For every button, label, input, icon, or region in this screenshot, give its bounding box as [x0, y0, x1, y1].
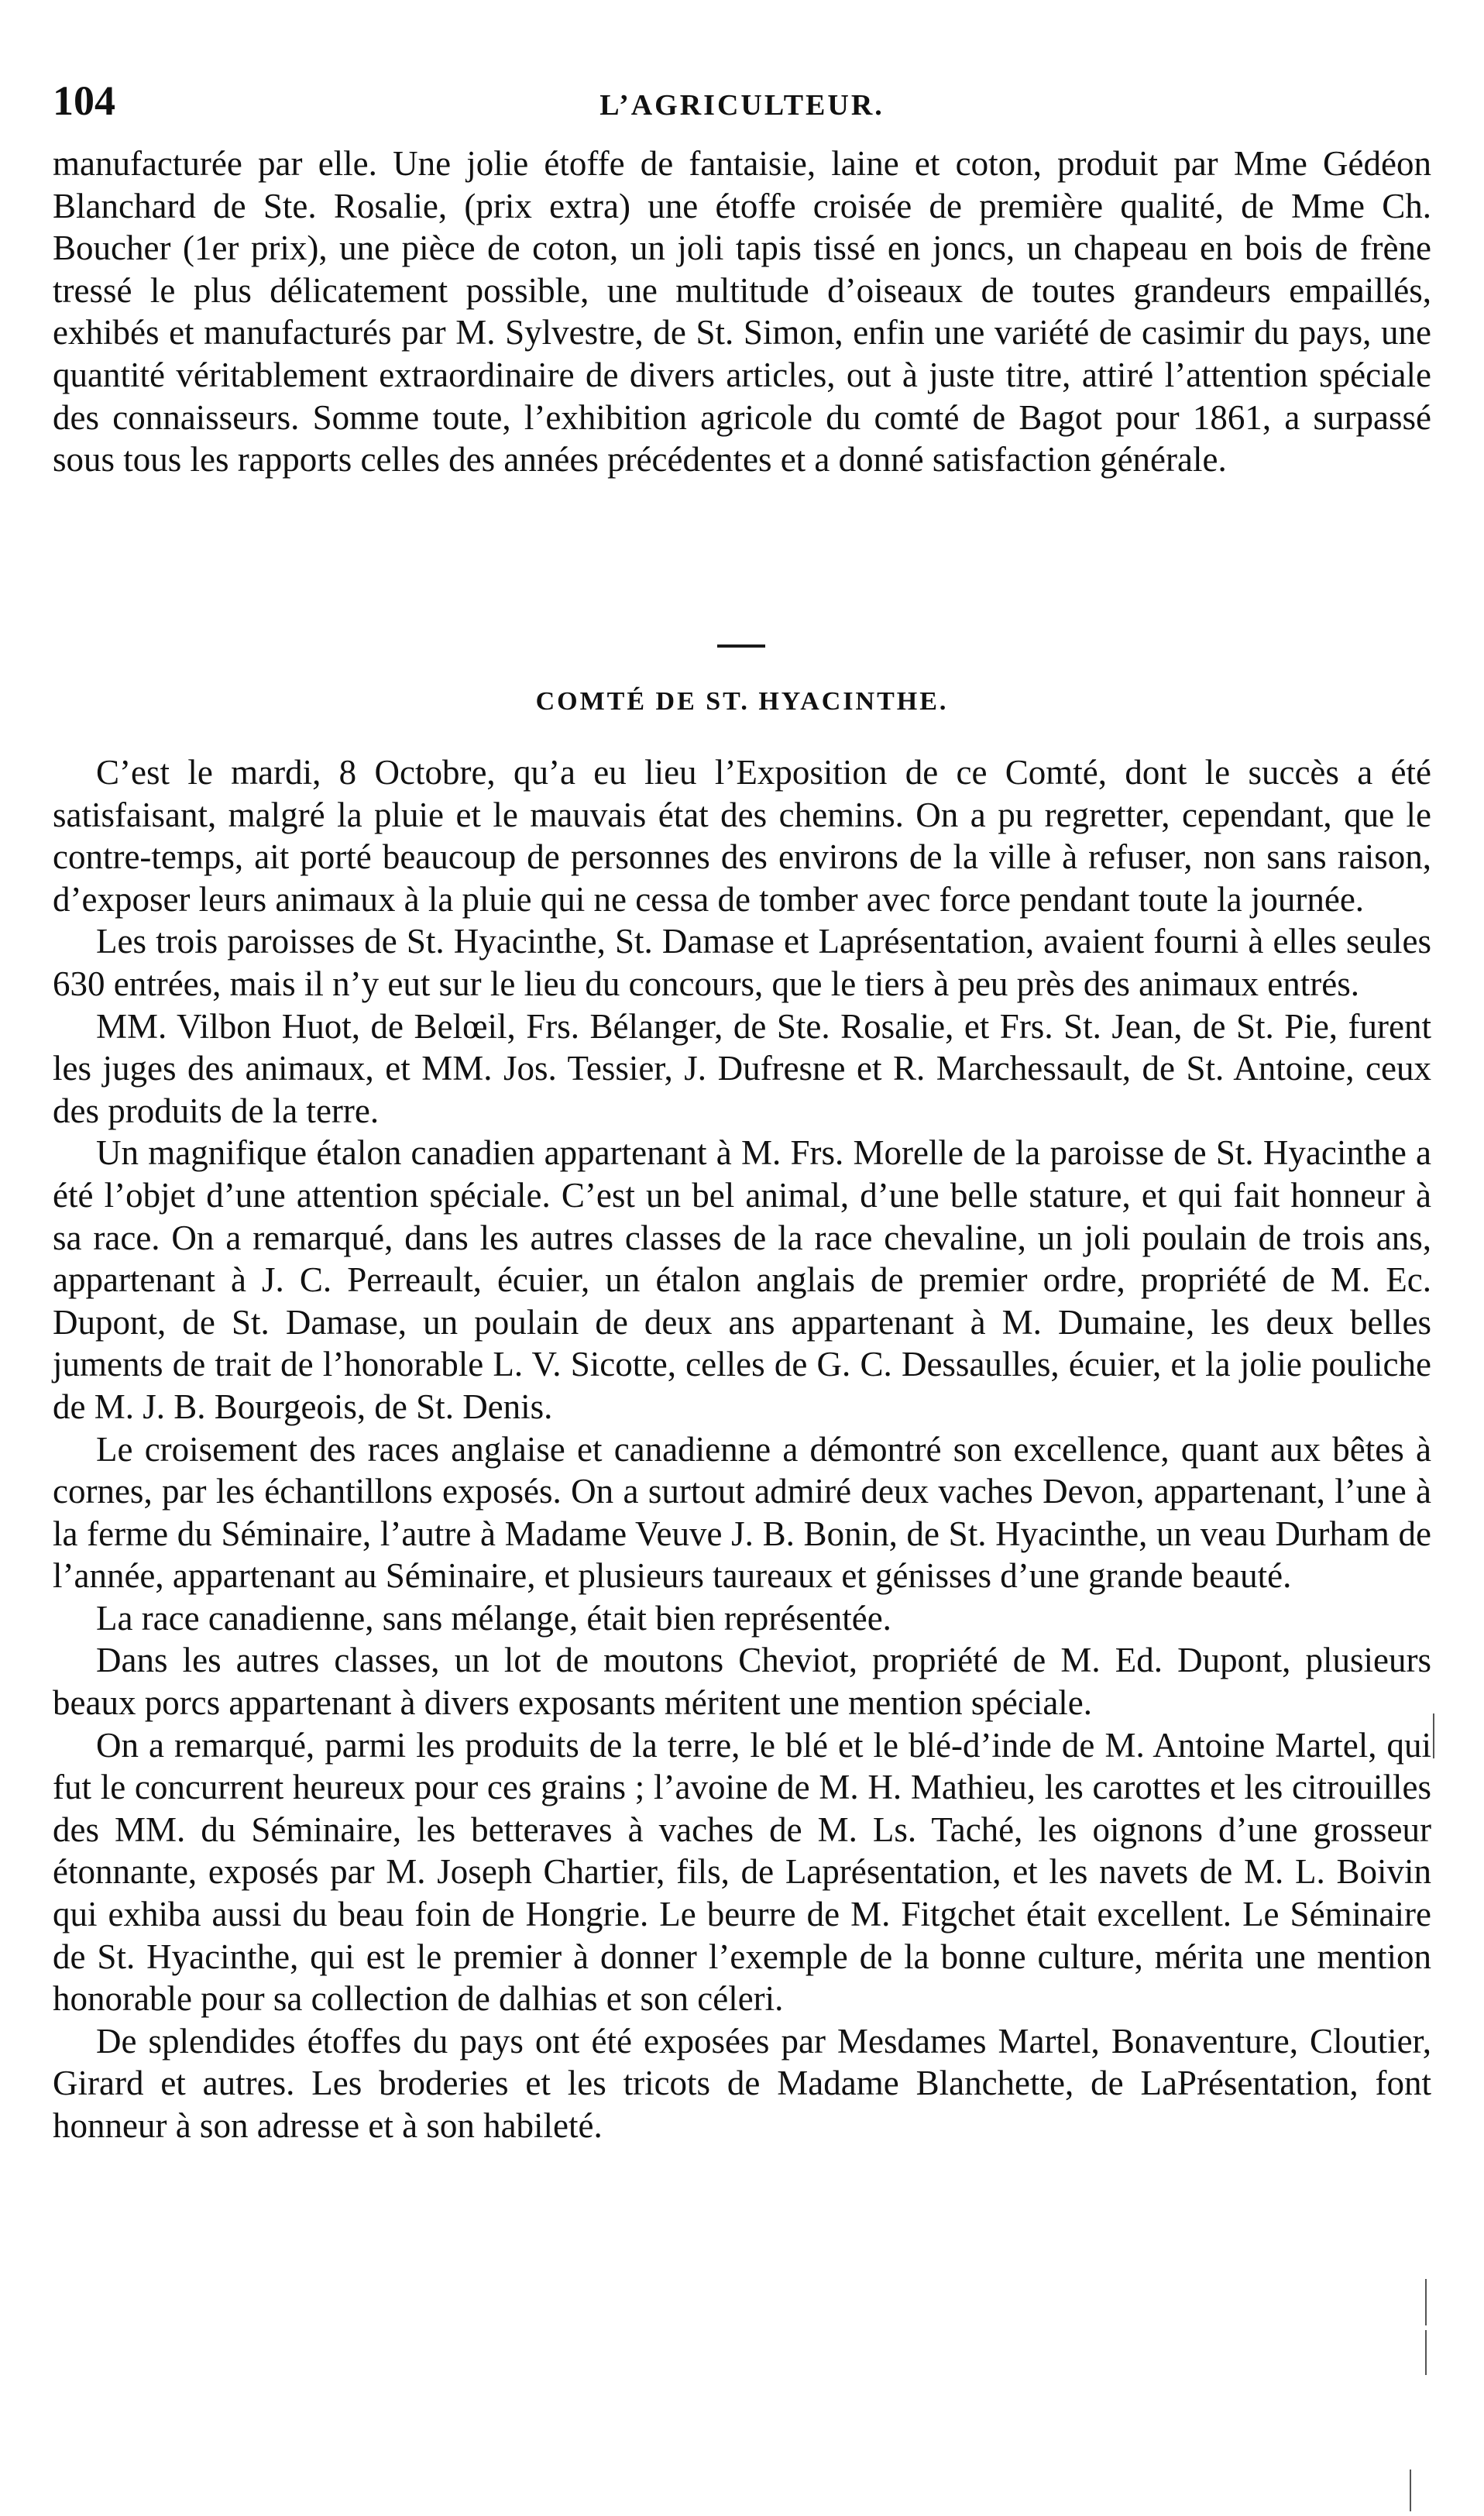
paragraph: Le croisement des races anglaise et canadienne a démontré son excellence, quant aux bêtes à cornes, par les échantillons exposés. On a surtout admiré deux vaches Devon, appartenant, l’une à la ferme du Séminaire, l’autre à Madame Veuve J. B. Bonin, de St. Hyacinthe, un veau Durham de l’année, appartenant au Séminaire, et plusieurs taureaux et génisses d’une grande beauté. [53, 1429, 1431, 1596]
paragraph: De splendides étoffes du pays ont été exposées par Mesdames Martel, Bonaventure, Cloutier, Girard et autres. Les broderies et les tricots de Madame Blanchette, de LaPrésentation, font honneur à son adresse et à son habileté. [53, 2021, 1431, 2145]
margin-rule [1433, 1713, 1434, 1758]
page-number: 104 [53, 77, 115, 124]
margin-rule [1410, 2470, 1411, 2511]
margin-rule [1425, 2279, 1427, 2325]
paragraph: MM. Vilbon Huot, de Belœil, Frs. Bélanger, de Ste. Rosalie, et Frs. St. Jean, de St. Pie, furent les juges des animaux, et MM. Jos. Tessier, J. Dufresne et R. Marchessault, de St. Antoine, ceux des produits de la terre. [53, 1006, 1431, 1130]
paragraph: Les trois paroisses de St. Hyacinthe, St. Damase et Laprésentation, avaient fourni à elles seules 630 entrées, mais il n’y eut sur le lieu du concours, que le tiers à peu près des animaux entrés. [53, 922, 1431, 1003]
page-header [53, 71, 1431, 130]
running-head: L’AGRICULTEUR. [599, 89, 885, 122]
section-body [53, 751, 1431, 2147]
section-title: COMTÉ DE ST. HYACINTHE. [535, 687, 949, 716]
paragraph: Un magnifique étalon canadien appartenant à M. Frs. Morelle de la paroisse de St. Hyacinthe a été l’objet d’une attention spéciale. C’est un bel animal, d’une belle stature, et qui fait honneur à sa race. On a remarqué, dans les autres classes de la race chevaline, un joli poulain de trois ans, appartenant à J. C. Perreault, écuier, un étalon anglais de premier ordre, propriété de M. Ec. Dupont, de St. Damase, un poulain de deux ans appartenant à M. Dumaine, les deux belles juments de trait de l’honorable L. V. Sicotte, celles de G. C. Dessaulles, écuier, et la jolie pouliche de M. J. B. Bourgeois, de St. Denis. [53, 1133, 1431, 1426]
margin-rule [1425, 2330, 1427, 2375]
paragraph: C’est le mardi, 8 Octobre, qu’a eu lieu l’Exposition de ce Comté, dont le succès a été satisfaisant, malgré la pluie et le mauvais état des chemins. On a pu regretter, cependant, que le contre-temps, ait porté beaucoup de personnes des environs de la ville à refuser, non sans raison, d’exposer leurs animaux à la pluie qui ne cessa de tomber avec force pendant toute la journée. [53, 753, 1431, 919]
intro-text [53, 143, 1431, 481]
intro-paragraph: manufacturée par elle. Une jolie étoffe de fantaisie, laine et coton, produit par Mme Gédéon Blanchard de Ste. Rosalie, (prix extra) une étoffe croisée de première qualité, de Mme Ch. Boucher (1er prix), une pièce de coton, un joli tapis tissé en joncs, un chapeau en bois de frène tressé le plus délicatement possible, une multitude d’oiseaux de toutes grandeurs empaillés, exhibés et manufacturés par M. Sylvestre, de St. Simon, enfin une variété de casimir du pays, une quantité véritablement extraordinaire de divers articles, out à juste titre, attiré l’attention spéciale des connaisseurs. Somme toute, l’exhibition agricole du comté de Bagot pour 1861, a surpassé sous tous les rapports celles des années précédentes et a donné satisfaction générale. [53, 144, 1431, 479]
paragraph: La race canadienne, sans mélange, était bien représentée. [96, 1598, 891, 1638]
paragraph: On a remarqué, parmi les produits de la terre, le blé et le blé-d’inde de M. Antoine Martel, qui fut le concurrent heureux pour ces grains ; l’avoine de M. H. Mathieu, les carottes et les citrouilles des MM. du Séminaire, les betteraves à vaches de M. Ls. Taché, les oignons d’une grosseur étonnante, exposés par M. Joseph Chartier, fils, de Laprésentation, et les navets de M. L. Boivin qui exhiba aussi du beau foin de Hongrie. Le beurre de M. Fitgchet était excellent. Le Séminaire de St. Hyacinthe, qui est le premier à donner l’exemple de la bonne culture, mérita une mention honorable pour sa collection de dalhias et son céleri. [53, 1725, 1431, 2019]
section-divider [717, 644, 765, 648]
paragraph: Dans les autres classes, un lot de moutons Cheviot, propriété de M. Ed. Dupont, plusieurs beaux porcs appartenant à divers exposants méritent une mention spéciale. [53, 1641, 1431, 1723]
